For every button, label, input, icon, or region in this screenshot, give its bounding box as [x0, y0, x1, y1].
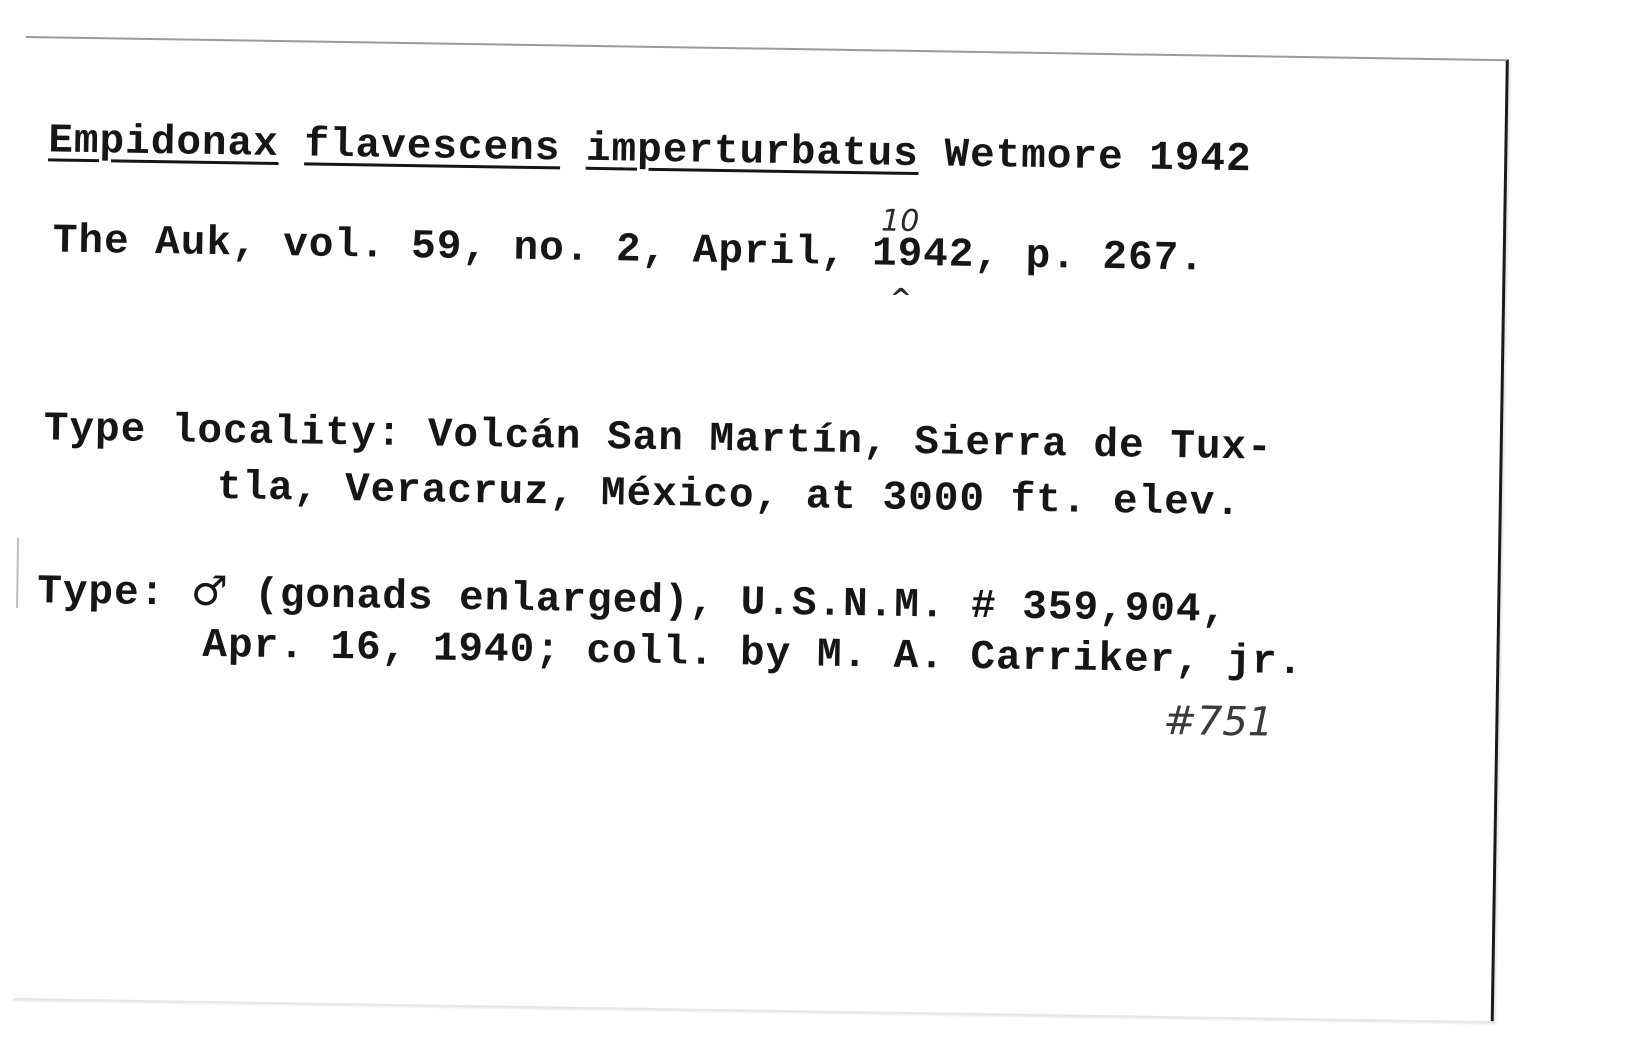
type-specimen-details: (gonads enlarged), U.S.N.M. # 359,904,: [253, 572, 1228, 634]
type-locality-line-2: tla, Veracruz, México, at 3000 ft. elev.: [216, 465, 1242, 528]
card-edge-mark: [16, 538, 19, 608]
handwritten-catalog-number: #751: [1163, 697, 1274, 746]
type-label: Type:: [36, 569, 166, 618]
citation-line: [52, 218, 1205, 282]
subspecies-name: imperturbatus: [585, 126, 920, 179]
species-name: flavescens: [304, 122, 561, 173]
genus-name: Empidonax: [47, 118, 280, 168]
male-symbol-icon: ♂: [190, 566, 230, 616]
insertion-caret: ^: [889, 283, 913, 314]
citation-text: The Auk, vol. 59, no. 2, April: [52, 218, 822, 277]
taxon-title: [48, 118, 1252, 183]
citation-text-end: , 1942, p. 267.: [820, 230, 1206, 283]
author-year: Wetmore 1942: [944, 132, 1252, 184]
type-specimen-line-2: Apr. 16, 1940; coll. by M. A. Carriker, jr.: [202, 622, 1304, 687]
index-card: [11, 36, 1509, 1021]
handwritten-day-insert: 10: [880, 203, 920, 240]
type-locality-line-1: Type locality: Volcán San Martín, Sierra de Tux-: [43, 406, 1274, 472]
